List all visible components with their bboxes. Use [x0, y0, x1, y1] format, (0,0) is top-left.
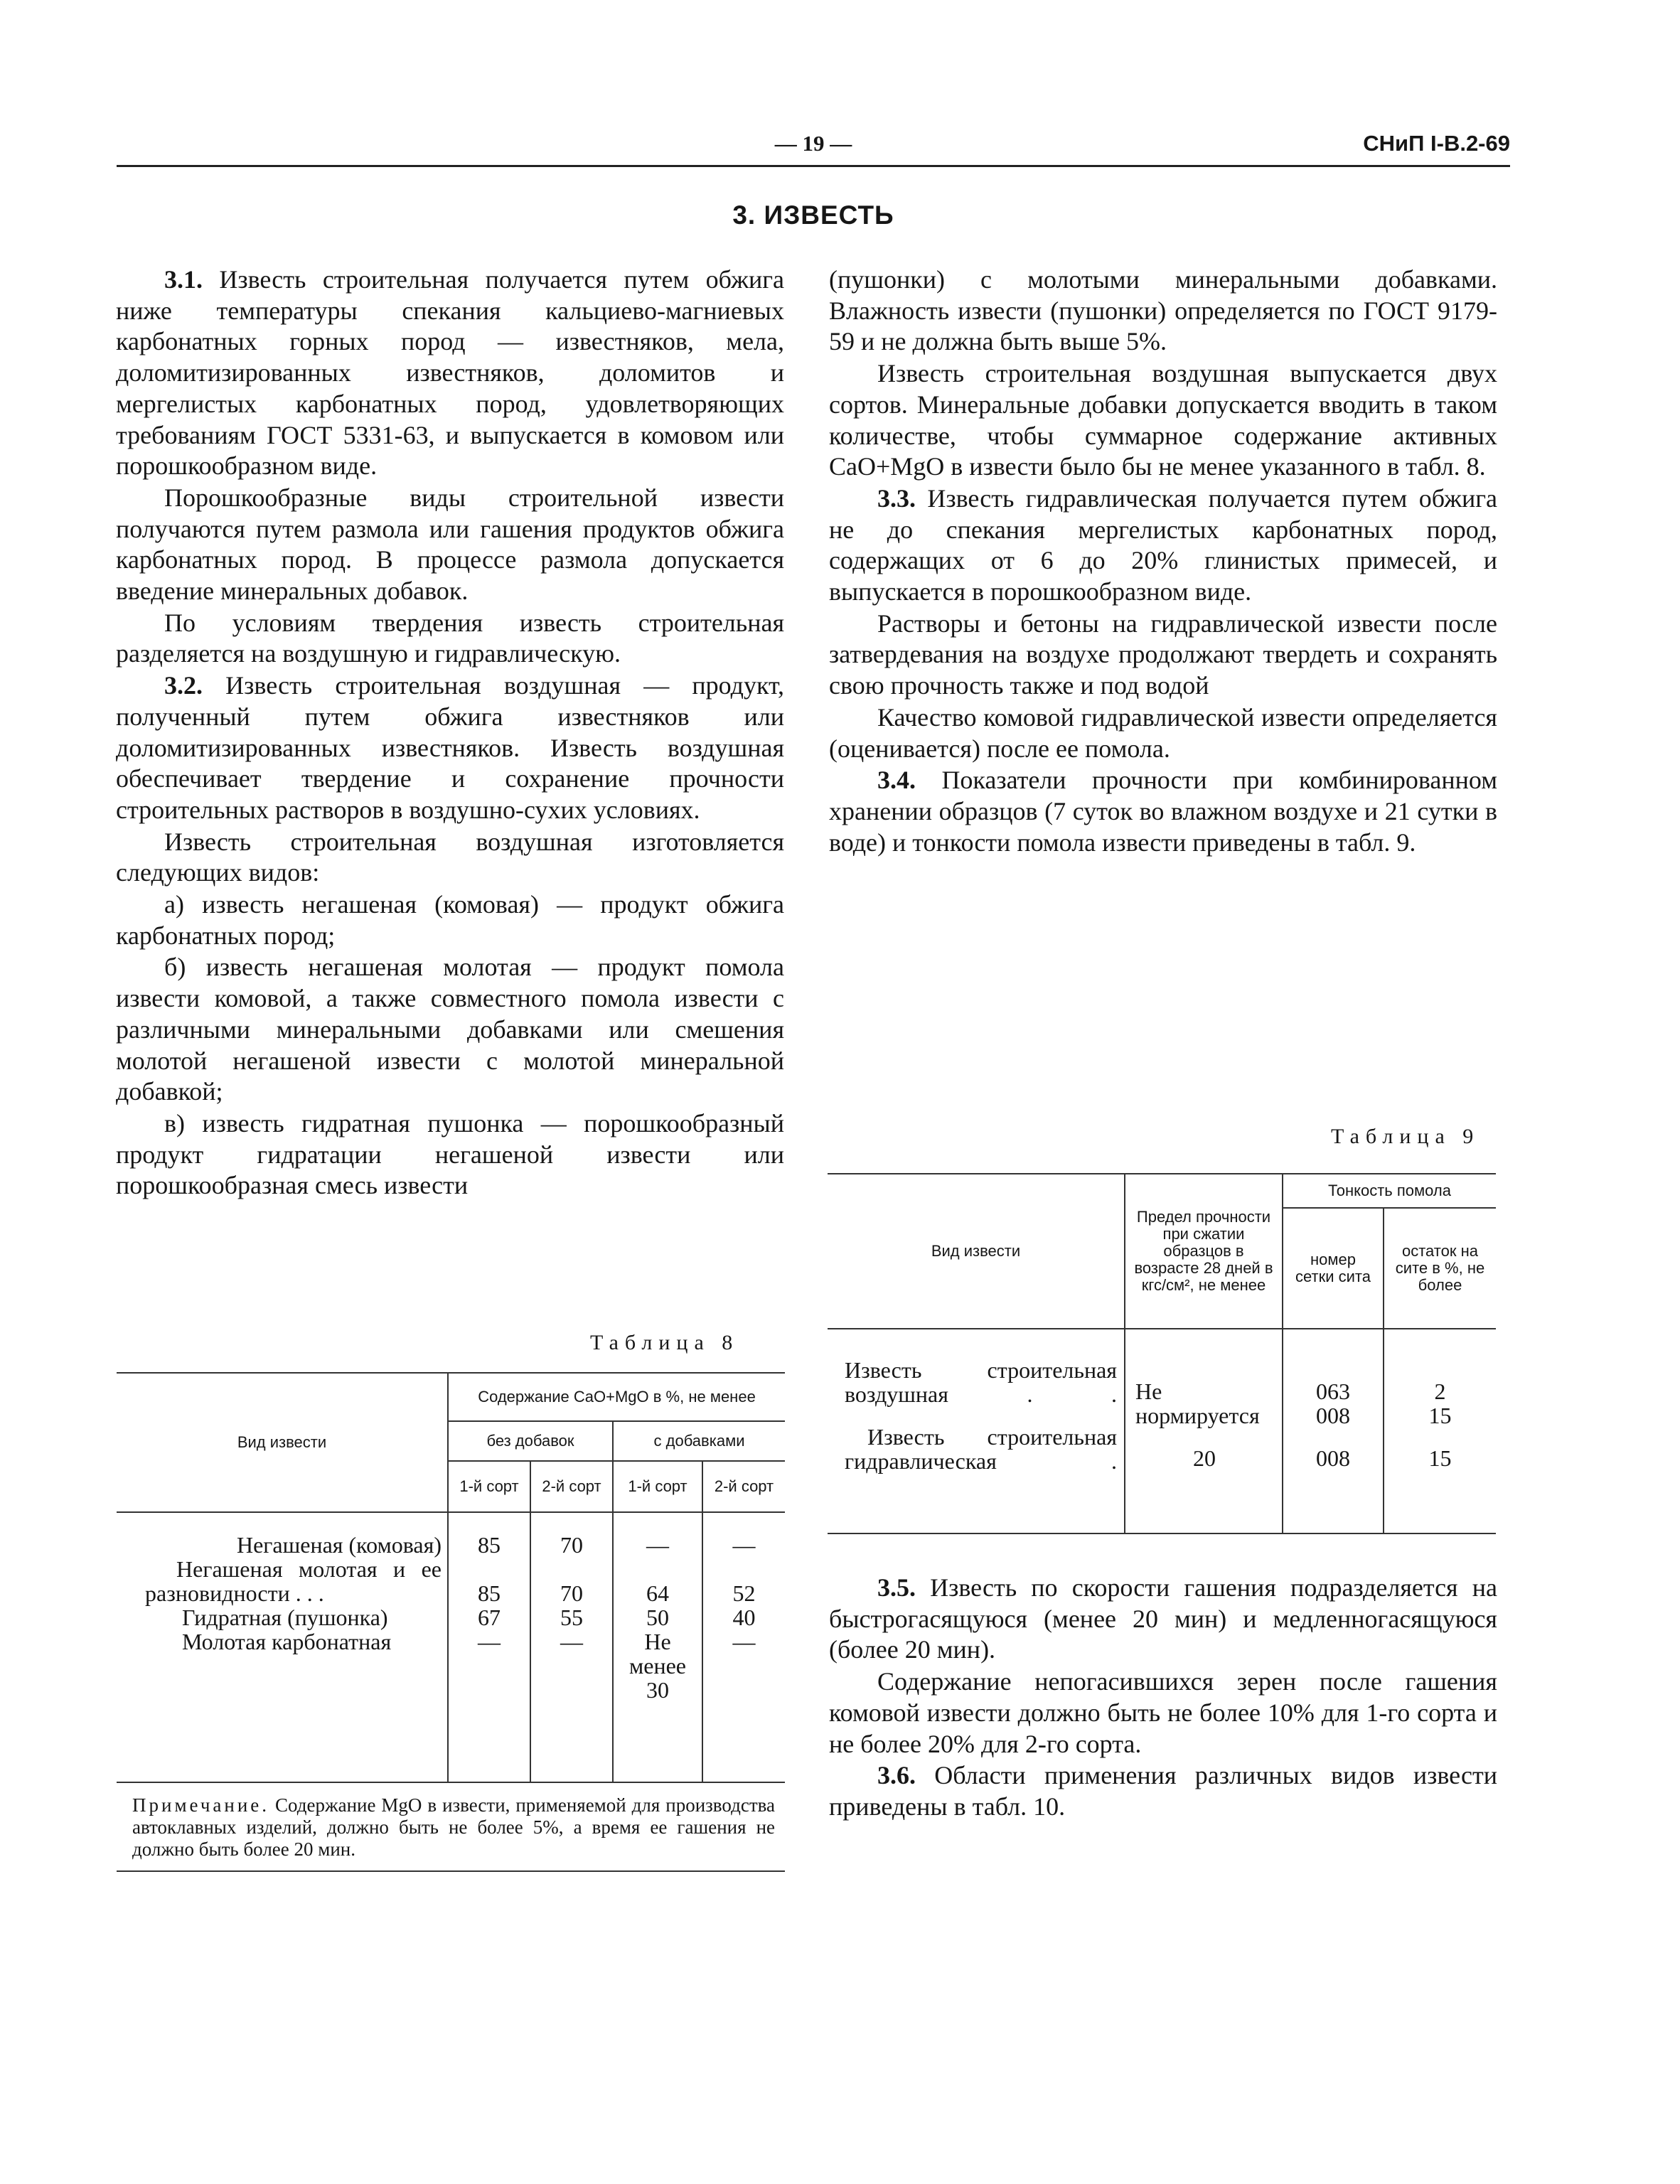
paragraph: (пушонки) с молотыми минеральными добавками. Влажность извести (пушонки) определяется по ГОСТ 9179-59 и не должна быть выше 5%.	[829, 265, 1497, 356]
table9-header-fineness: Тонкость помола	[1283, 1174, 1496, 1208]
paragraph: 3.4. Показатели прочности при комбинированном хранении образцов (7 суток во влажном воздухе и 21 сутки в воде) и тонкости помола извести приведены в табл. 9.	[829, 766, 1497, 857]
page-header	[117, 127, 1510, 162]
table8-cell: 67	[478, 1605, 501, 1630]
paragraph: 3.3. Известь гидравлическая получается путем обжига не до спекания мергелистых карбонатных пород, содержащих от 6 до 20% глинистых примесей, и выпускается в порошкообразном виде.	[829, 483, 1497, 606]
table8-header-without: без добавок	[448, 1421, 613, 1461]
table9-cell: 008	[1316, 1445, 1350, 1471]
table8-cell: 40	[732, 1605, 756, 1630]
table8-header-content: Содержание CaO+MgO в %, не менее	[448, 1373, 785, 1421]
table8-cell: 85	[478, 1532, 501, 1558]
table8-cell: —	[560, 1629, 583, 1654]
paragraph: Порошкообразные виды строительной извести получаются путем размола или гашения продуктов обжига карбонатных пород. В процессе размола допускается введение минеральных добавок.	[116, 483, 784, 606]
table8-cell: Негашеная молотая и ее разновидности . . .	[145, 1556, 442, 1606]
table8-caption: Таблица 8	[590, 1331, 739, 1354]
table9	[828, 1173, 1496, 1534]
paragraph: а) известь негашеная (комовая) — продукт обжига карбонатных пород;	[116, 890, 784, 950]
page-number: — 19 —	[774, 131, 852, 156]
document-code: СНиП I-В.2-69	[1363, 131, 1510, 156]
table9-cell: 20	[1193, 1445, 1216, 1471]
table8-cell: —	[478, 1629, 501, 1654]
table8-cell: 70	[560, 1532, 583, 1558]
table9-cell: 008	[1316, 1403, 1350, 1428]
table8-cell: —	[732, 1629, 756, 1654]
right-column-bottom	[829, 1573, 1497, 1824]
paragraph: Качество комовой гидравлической извести определяется (оценивается) после ее помола.	[829, 702, 1497, 763]
table8-note: Примечание. Содержание MgO в извести, применяемой для производства автоклавных изделий, должно быть не более 5%, а время ее гашения не должно быть более 20 мин.	[117, 1782, 785, 1871]
table8-header-grade1: 1-й сорт	[448, 1461, 530, 1512]
paragraph: 3.6. Области применения различных видов извести приведены в табл. 10.	[829, 1761, 1497, 1821]
table9-cell: 15	[1428, 1445, 1452, 1471]
table9-cell: Известь строительная гидравлическая .	[845, 1424, 1117, 1474]
paragraph: Растворы и бетоны на гидравлической извести после затвердевания на воздухе продолжают твердеть и сохранять свою прочность также и под водой	[829, 609, 1497, 700]
table8-cell: Гидратная (пушонка)	[182, 1605, 388, 1630]
table9-cell: Известь строительная воздушная . .	[845, 1357, 1117, 1407]
paragraph: б) известь негашеная молотая — продукт помола извести комовой, а также совместного помола извести с различными минеральными добавками или смешения молотой негашеной извести с молотой минеральной добавкой;	[116, 953, 784, 1106]
table8-header-grade1: 1-й сорт	[613, 1461, 702, 1512]
paragraph: в) известь гидратная пушонка — порошкообразный продукт гидратации негашеной извести или порошкообразная смесь извести	[116, 1108, 784, 1200]
table8-cell: 52	[732, 1580, 756, 1606]
table9-header-strength: Предел прочности при сжатии образцов в возрасте 28 дней в кгс/см², не менее	[1125, 1174, 1283, 1329]
table8-cell: Молотая карбонатная	[182, 1629, 392, 1654]
table8-cell: —	[732, 1532, 756, 1558]
table9-header-sieve: номер сетки сита	[1283, 1208, 1384, 1329]
table8-cell: 50	[646, 1605, 669, 1630]
table8-cell: Не менее 30	[629, 1629, 686, 1703]
table8-cell: 85	[478, 1580, 501, 1606]
table9-cell: 063	[1316, 1379, 1350, 1404]
table8-cell: 55	[560, 1605, 583, 1630]
table8-cell: 70	[560, 1580, 583, 1606]
paragraph: По условиям твердения известь строительная разделяется на воздушную и гидравлическую.	[116, 608, 784, 668]
paragraph: 3.2. Известь строительная воздушная — продукт, полученный путем обжига известняков или доломитизированных известняков. Известь воздушная обеспечивает твердение и сохранение прочности строительных растворов в воздушно-сухих условиях.	[116, 671, 784, 824]
section-title: 3. ИЗВЕСТЬ	[732, 200, 894, 230]
table8-header-grade2: 2-й сорт	[702, 1461, 785, 1512]
table8-cell: 64	[646, 1580, 669, 1606]
header-rule	[117, 165, 1510, 167]
table9-header-kind: Вид извести	[828, 1174, 1125, 1329]
table9-cell: 15	[1428, 1403, 1452, 1428]
table9-cell: 2	[1434, 1379, 1446, 1404]
paragraph: 3.5. Известь по скорости гашения подразделяется на быстрогасящуюся (менее 20 мин) и медленногасящуюся (более 20 мин).	[829, 1573, 1497, 1664]
paragraph: Известь строительная воздушная выпускается двух сортов. Минеральные добавки допускается вводить в таком количестве, чтобы суммарное содержание активных CaO+MgO в извести было бы не менее указанного в табл. 8.	[829, 359, 1497, 481]
table8	[117, 1372, 785, 1872]
paragraph: Содержание непогасившихся зерен после гашения комовой извести должно быть не более 10% для 1-го сорта и не более 20% для 2-го сорта.	[829, 1667, 1497, 1758]
table8-header-kind: Вид извести	[117, 1373, 448, 1512]
table-row	[117, 1512, 785, 1782]
paragraph: 3.1. Известь строительная получается путем обжига ниже температуры спекания кальциево-магниевых карбонатных горных пород — известняков, мела, доломитизированных известняков, доломитов и мергелистых карбонатных пород, удовлетворяющих требованиям ГОСТ 5331-63, и выпускается в комовом или порошкообразном виде.	[116, 265, 784, 481]
table9-header-residue: остаток на сите в %, не более	[1384, 1208, 1496, 1329]
table8-cell: —	[646, 1532, 669, 1558]
right-column-top	[829, 264, 1497, 859]
table8-header-grade2: 2-й сорт	[530, 1461, 613, 1512]
table9-cell: Не нормируется	[1135, 1379, 1260, 1428]
table8-cell: Негашеная (комовая)	[236, 1532, 442, 1558]
paragraph: Известь строительная воздушная изготовляется следующих видов:	[116, 827, 784, 887]
left-column	[116, 264, 784, 1202]
table-row	[828, 1329, 1496, 1533]
table8-header-with: с добавками	[613, 1421, 785, 1461]
table9-caption: Таблица 9	[1331, 1125, 1480, 1148]
